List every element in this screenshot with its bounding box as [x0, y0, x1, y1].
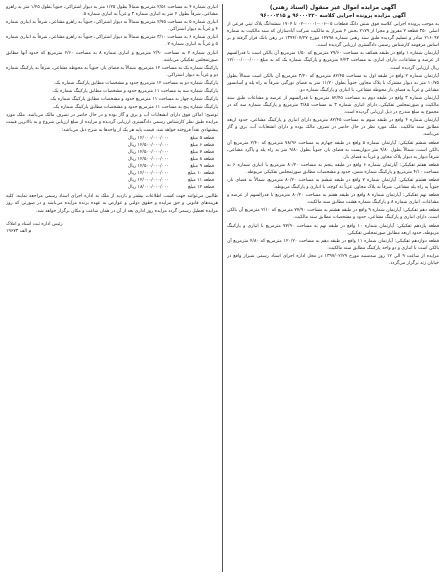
paragraph: قطعه هفتم تفکیکی: آپارتمان شماره ۶ واقع در طبقه پنجم به مساحت ۸۰/۲۰ مترمربع با انباری شماره ۶ به مساحت ۴/۱۰ مترمربع و پارکینگ شماره شش، حدود و مشخصات مطابق صورتمجلس تفکیکی مربوطه.: [227, 162, 439, 175]
price-label: قطعه ۱۲ مبلغ: [187, 185, 214, 191]
paragraph: انباری شماره ۴ به مساحت ۲/۵۱ مترمربع شمالاً بطول ۱/۲۵ متر به دیوار اشتراکی، جنوباً بطول ۱/۲۵ متر به راهرو مشاعی، شرقاً بطول ۲ متر به انباری شماره ۳ و غرباً به انباری شماره ۵.: [6, 5, 218, 18]
price-label: قطعه ۱۰ مبلغ: [187, 171, 214, 177]
office-name: رئیس اداره ثبت اسناد و املاک: [6, 221, 63, 227]
left-column-body: [6, 4, 218, 134]
paragraph: قطعه یازدهم تفکیکی: آپارتمان شماره ۱۰ واقع در طبقه نهم به مساحت ۷۷/۹۰ مترمربع با انباری و پارکینگ مربوطه، حدود اربعه مطابق صورتمجلس تفکیکی.: [227, 223, 439, 236]
paragraph: پارکینگ شماره یک به مساحت ۱۲ مترمربع، شمالاً به فضای باز، جنوباً به محوطه مشاعی، شرقاً به پارکینگ شماره دو و غرباً به دیوار اشتراکی.: [6, 65, 218, 78]
price-row: [6, 170, 214, 177]
price-list: [6, 135, 218, 192]
paragraph: آپارتمان شماره ۳ واقع در طبقه دوم به مساحت ۸۲/۴۵ مترمربع با قدرالسهم از عرصه و مشاعات طبق سند مالکیت و صورتمجلس تفکیکی، دارای انباری شماره ۳ به مساحت ۳/۸۵ مترمربع و پارکینگ شماره سه که در مجموع به مبلغ مندرج در ذیل ارزیابی گردیده است.: [227, 95, 439, 116]
paragraph: قطعه هشتم تفکیکی: آپارتمان شماره ۷ واقع در طبقه ششم به مساحت ۸۰/۲۰ مترمربع، شمالاً به فضای باز، جنوباً به راه پله مشاعی، شرقاً به پلاک مجاور، غرباً به کوچه، با انباری و پارکینگ مربوطه.: [227, 177, 439, 191]
column-divider: [222, 4, 223, 572]
price-row: [6, 177, 214, 184]
paragraph: قطعه دهم تفکیکی: آپارتمان شماره ۹ واقع در طبقه هشتم به مساحت ۷۷/۹۰ مترمربع که ۲/۱۰ مترمربع آن بالکن است، دارای انباری و پارکینگ مشاعی، حدود و مشخصات مطابق سند مالکیت.: [227, 208, 439, 221]
paragraph: پارکینگ شماره چهار به مساحت ۱۱ مترمربع حدود و مشخصات مطابق پارکینگ شماره یک.: [49, 97, 218, 103]
price-label: قطعه ۹ مبلغ: [190, 163, 214, 169]
paragraph: به موجب پرونده اجرایی کلاسه فوق شش دانگ قطعات ۰۵-۰۰۶-۰۰۰۰۱-۰۲ تا ۱۷۰۴ ششدانگ پلاک ثبتی فرعی از اصلی ۳۵۰ قطعه ۲ مفروز و مجزا از ۲۱۷۹ بخش ۲ شیراز به مالکیت شرکت آبادسازان که سند مالکیت به شماره ۲۱۶۰۹۷ صادر و تسلیم گردیده طبق سند رهنی شماره ۱۴۷۹۸ مورخ ۱۳۹۴/۰۷/۲۷ در رهن بانک قرار گرفته و بر اساس مرقومه کارشناس رسمی دادگستری ارزیابی گردیده است.: [227, 22, 439, 49]
paragraph: آپارتمان شماره ۲ واقع در طبقه اول به مساحت ۸۲/۴۵ مترمربع که ۳/۲۰ مترمربع آن بالکن است شمالاً بطول ۱۰/۷۵ متر به دیوار مشترک با پلاک مجاور، جنوباً بطول ۱۱/۲۰ متر به فضای نورگیر، شرقاً به راه پله و آسانسور مشاعی و غرباً به فضای باز محوطه مشاعی، با انباری و پارکینگ شماره دو.: [227, 73, 439, 93]
paragraph: انباری شماره ۶ به مساحت ۳/۱۰ مترمربع شمالاً به دیوار اشتراکی، جنوباً به راهرو مشاعی، شرقاً به انباری شماره ۵ و غرباً به انباری شماره ۷.: [6, 35, 218, 48]
price-value: ۱۸/۰۰۰/۰۰۰/۰۰۰ ریال: [127, 185, 169, 191]
price-value: ۱۲/۵۰۰/۰۰۰/۰۰۰ ریال: [127, 163, 169, 169]
paragraph: آپارتمان شماره ۴ واقع در طبقه سوم به مساحت ۸۲/۴۵ مترمربع دارای انباری و پارکینگ مشاعی، حدود اربعه مطابق سند مالکیت. ملک مورد نظر در حال حاضر در تصرف مالک بوده و دارای انشعابات آب، برق و گاز می‌باشد.: [227, 118, 439, 138]
price-value: ۱۲/۵۰۰/۰۰۰/۰۰۰ ریال: [127, 149, 169, 155]
price-row: [6, 142, 214, 149]
price-row: [6, 184, 214, 191]
price-row: [6, 135, 214, 142]
price-row: [6, 156, 214, 163]
paragraph: مزایده از ساعت ۹ الی ۱۲ روز سه‌شنبه مورخ ۱۳۹۷/۰۲/۲۹ در محل اداره اجرای اسناد رسمی شیراز واقع در خیابان زند برگزار می‌گردد.: [227, 253, 439, 266]
price-label: قطعه ۸ مبلغ: [190, 156, 214, 162]
paragraph: قطعه ششم تفکیکی: آپارتمان شماره ۵ واقع در طبقه چهارم به مساحت ۷۸/۹۶ مترمربع که ۲/۴۰ مترمربع آن بالکن است، شمالاً بطول ۹/۸۰ متر دیواریست به فضای باز، جنوباً بطول ۹/۸۰ متر به راه پله و پاگرد مشاعی، شرقاً دیوار به دیوار پلاک مجاور و غرباً به فضای باز.: [227, 140, 439, 160]
price-value: ۱۲/۰۰۰/۰۰۰/۰۰۰ ریال: [127, 178, 169, 184]
price-row: [6, 149, 214, 156]
price-value: ۱۲/۵۰۰/۰۰۰/۰۰۰ ریال: [127, 142, 169, 148]
ad-code: م الف ۱۹۶۷۳: [6, 228, 32, 234]
price-value: ۱۲/۰۰۰/۰۰۰/۰۰۰ ریال: [127, 135, 169, 141]
price-label: قطعه ۶ مبلغ: [190, 142, 214, 148]
left-column: [6, 4, 218, 572]
notice-title: آگهی مزایده اموال غیر منقول (اسناد رهنی): [269, 5, 397, 11]
paragraph: انباری شماره ۵ به مساحت ۲/۷۵ مترمربع شمالاً به دیوار اشتراکی، جنوباً به راهرو مشاعی، شرقاً به انباری شماره ۴ و غرباً به دیوار اشتراکی.: [6, 20, 218, 33]
right-column: [227, 4, 439, 572]
price-row: [6, 163, 214, 170]
signature-block: [6, 221, 218, 235]
paragraph: انباری شماره ۷ به مساحت ۲/۹۰ مترمربع و انباری شماره ۸ به مساحت ۲/۶۰ مترمربع که حدود آنها مطابق صورتمجلس تفکیکی می‌باشد.: [6, 50, 218, 63]
price-value: ۱۲/۵۰۰/۰۰۰/۰۰۰ ریال: [127, 156, 169, 162]
closing-paragraph: طالبین می‌توانند جهت کسب اطلاعات بیشتر و بازدید از ملک به اداره اجرای اسناد رسمی مراجعه نمایند. کلیه هزینه‌های قانونی و حق مزایده و حقوق دولتی و عوارض به عهده برنده مزایده می‌باشد و در صورتی که روز مزایده تعطیل رسمی گردد مزایده روز اداری بعد از آن در همان ساعت و مکان برگزار خواهد شد.: [6, 194, 218, 214]
paragraph: قطعه نهم تفکیکی: آپارتمان شماره ۸ واقع در طبقه هفتم به مساحت ۸۰/۲۰ مترمربع با قدرالسهم از عرصه و مشاعات، انباری شماره ۸ و پارکینگ شماره هشت مطابق سند مالکیت.: [227, 193, 439, 206]
price-label: قطعه ۵ مبلغ: [190, 135, 214, 141]
price-value: ۱۲/۰۰۰/۰۰۰/۰۰۰ ریال: [127, 171, 169, 177]
case-title: آگهی مزایده پرونده اجرایی کلاسه ۹۶۰۰۰۲۲۰ و ۹۶۰۰۰۲۱۵: [260, 13, 406, 19]
paragraph: پارکینگ شماره پنج به مساحت ۱۱ مترمربع حدود و مشخصات مطابق پارکینگ شماره یک.: [52, 105, 218, 111]
paragraph: توضیح: اماکن فوق دارای انشعابات آب و برق و گاز بوده و در حال حاضر در تصرف مالک می‌باشد. ملک مورد مزایده طبق نظر کارشناس رسمی دادگستری ارزیابی گردیده و مزایده از مبلغ ارزیابی شروع و به بالاترین قیمت پیشنهادی نقداً فروخته خواهد شد. قیمت پایه هر یک از واحدها به شرح ذیل می‌باشد:: [6, 113, 218, 133]
price-label: قطعه ۱۱ مبلغ: [187, 178, 214, 184]
paragraph: قطعه دوازدهم تفکیکی: آپارتمان شماره ۱۱ واقع در طبقه دهم به مساحت ۱۲۰/۲۰ مترمربع که ۴/۸۰ مترمربع آن بالکن است با انباری و دو واحد پارکینگ مطابق سند مالکیت.: [227, 238, 439, 251]
paragraph: آپارتمان شماره ۱ واقع در طبقه همکف به مساحت ۷۹/۶۰ مترمربع که ۱/۵۰ مترمربع آن بالکن است با قدرالسهم از عرصه و مشاعات، دارای انباری به مساحت ۴/۲۳ مترمربع و پارکینگ شماره یک که به مبلغ ۱۲/۰۰۰/۰۰۰/۰۰۰ ریال ارزیابی گردیده است.: [227, 51, 439, 71]
paragraph: پارکینگ شماره سه به مساحت ۱۱ مترمربع حدود و مشخصات مطابق پارکینگ شماره یک.: [51, 89, 218, 95]
price-label: قطعه ۷ مبلغ: [190, 149, 214, 155]
paragraph: پارکینگ شماره دو به مساحت ۱۲ مترمربع حدود و مشخصات مطابق پارکینگ شماره یک.: [53, 80, 218, 86]
right-column-body: [227, 21, 439, 267]
